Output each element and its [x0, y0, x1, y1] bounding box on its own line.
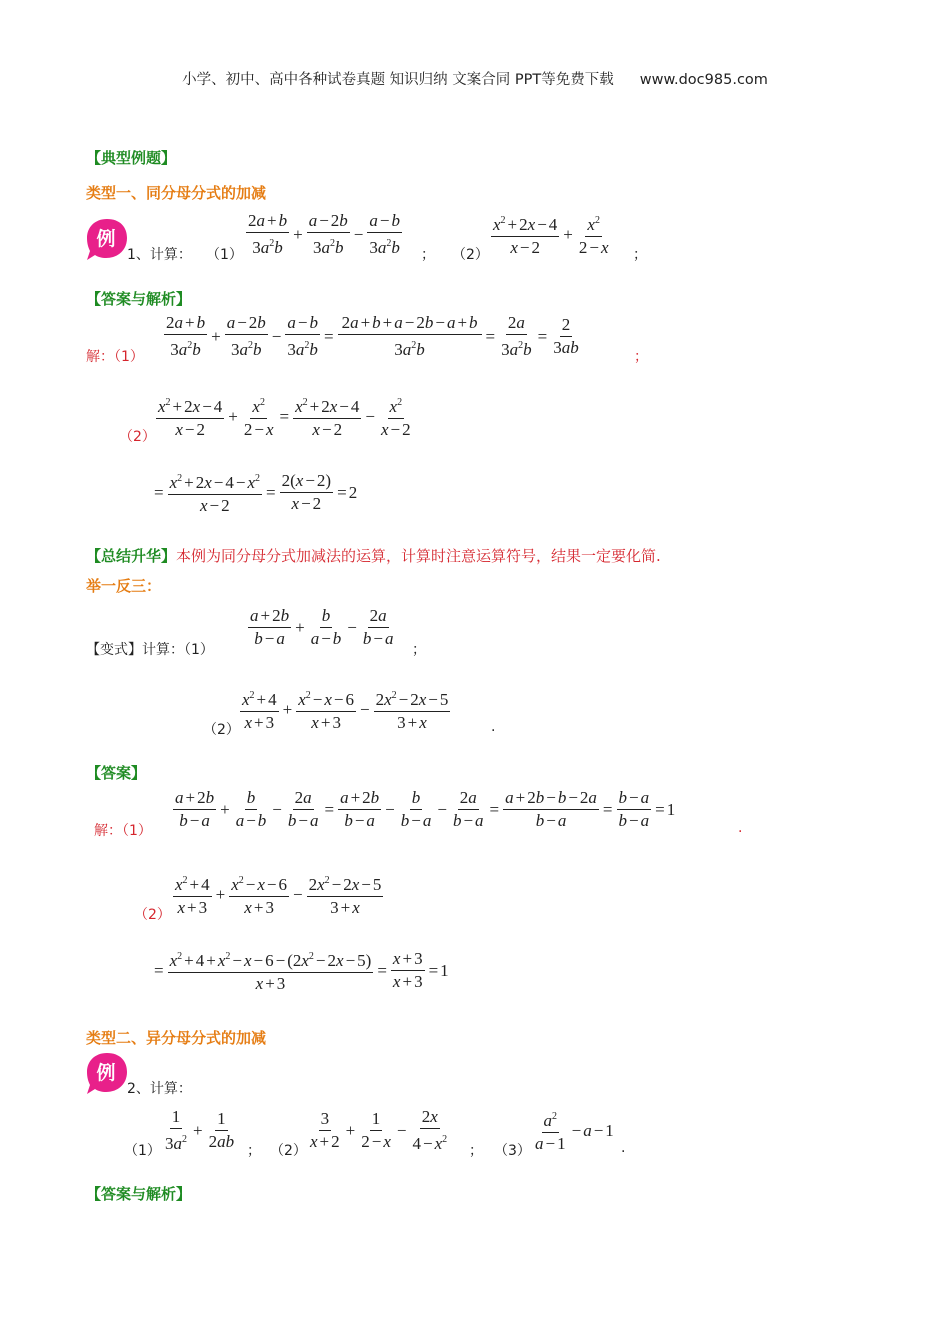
heading-answer: 【答案】 — [86, 764, 147, 782]
example-badge-icon — [84, 216, 130, 262]
example1-prefix: 1、计算： — [127, 247, 192, 263]
example2-label-2: （2） — [270, 1143, 307, 1159]
example1-end-1: ； — [421, 247, 435, 263]
solution1-expr-2b: = $\frac{x^2 + 2x - 4 - x^2}{x - 2}$ = $\frac{2(x - 2)}{x - 2}$ = 2 — [152, 468, 357, 517]
variant-label-2: （2） — [203, 722, 240, 738]
example2-label-3: （3） — [494, 1143, 531, 1159]
heading-typical-examples: 【典型例题】 — [86, 149, 177, 167]
example-badge-icon — [84, 1050, 130, 1096]
heading-type-one: 类型一、同分母分式的加减 — [86, 184, 267, 202]
heading-type-two: 类型二、异分母分式的加减 — [86, 1029, 267, 1047]
solution1-expr-1: 2a + b $3a^2b$ + $\frac{a - 2b}{3a^2b}$ − $\frac{a - b}{3a^2b}$ = $\frac{2a + b + a - 2b - a + b}{3a^2b}$ = $\frac{2a}{3a^2b}$ = $\frac{2}{3ab}$ — [166, 313, 579, 359]
example2-end-2: ； — [469, 1143, 483, 1159]
example1-label-2: （2） — [452, 247, 489, 263]
solution1-jie: 解：（1） — [86, 349, 144, 365]
example2-expr-1: 1 $3a^2$ + $\frac{1}{2ab}$ — [165, 1107, 235, 1153]
header-url[interactable]: www.doc985.com — [639, 72, 768, 88]
variant-expr-2: $x^2 + 4$ x + 3 + $\frac{x^2 - x - 6}{x + 3}$ − $\frac{2x^2 - 2x - 5}{3 + x}$ — [238, 685, 452, 734]
page-header — [0, 68, 950, 89]
summary-tag: 【总结升华】 — [86, 547, 177, 565]
example2-end-1: ； — [247, 1143, 261, 1159]
variant-line — [86, 639, 214, 659]
answer-expr-1: a + 2b b − a + $\frac{b}{a - b}$ − $\frac{2a}{b - a}$ = $\frac{a + 2b}{b - a}$ − $\frac{b}{b - a}$ − $\frac{2a}{b - a}$ = $\frac{a + 2b - b - 2a}{b - a}$ = $\frac{b - a}{b - a}$ = 1 — [175, 788, 676, 830]
summary-line — [86, 545, 661, 566]
example2-prefix: 2、计算： — [127, 1081, 192, 1097]
variant-label-1: （1） — [184, 642, 214, 658]
example2-expr-2: 3 x + 2 + $\frac{1}{2 - x}$ − $\frac{2x}{4 - x^2}$ — [310, 1107, 448, 1153]
solution1-end: ； — [634, 349, 648, 365]
example1-expr-2: $x^2 + 2x - 4$ x − 2 + $\frac{x^2}{2 - x}$ — [489, 210, 613, 259]
heading-answer-analysis-2: 【答案与解析】 — [86, 1185, 192, 1203]
answer-expr-2a: $x^2 + 4$ x + 3 + $\frac{x^2 - x - 6}{x + 3}$ − $\frac{2x^2 - 2x - 5}{3 + x}$ — [171, 870, 385, 919]
example1-end-2: ； — [633, 247, 647, 263]
summary-text: 本例为同分母分式加减法的运算，计算时注意运算符号，结果一定要化简. — [176, 547, 661, 565]
example1-expr-1: 2a + b $3a^2b$ + $\frac{a - 2b}{3a^2b}$ − $\frac{a - b}{3a^2b}$ — [248, 211, 400, 257]
answer-jie: 解：（1） — [94, 823, 152, 839]
badge-char: 例 — [96, 1062, 116, 1084]
answer-label-2: （2） — [134, 907, 171, 923]
variant-expr-1: a + 2b b − a + $\frac{b}{a - b}$ − $\frac{2a}{b - a}$ — [250, 606, 394, 648]
example2-end-3: . — [621, 1140, 626, 1156]
answer-expr-2b: = $\frac{x^2 + 4 + x^2 - x - 6 - (2x^2 - 2x - 5)}{x + 3}$ = $\frac{x + 3}{x + 3}$ = 1 — [152, 946, 449, 995]
solution1-label-2: （2） — [119, 429, 156, 445]
heading-answer-analysis-1: 【答案与解析】 — [86, 290, 192, 308]
variant-end-2: . — [491, 719, 496, 735]
heading-practice: 举一反三： — [86, 577, 162, 595]
variant-end-1: ； — [412, 642, 426, 658]
badge-char: 例 — [96, 228, 116, 250]
answer-end: . — [738, 820, 743, 836]
example1-label-1: （1） — [206, 247, 243, 263]
variant-tag: 【变式】 — [86, 642, 142, 658]
solution1-expr-2a: $x^2 + 2x - 4$ x − 2 + $\frac{x^2}{2 - x}$ = $\frac{x^2 + 2x - 4}{x - 2}$ − $\frac{x^2}{x - 2}$ — [154, 392, 415, 441]
example2-expr-3: $a^2$ a − 1 − a − 1 — [531, 1106, 614, 1155]
header-text: 小学、初中、高中各种试卷真题 知识归纳 文案合同 PPT等免费下载 — [182, 72, 614, 88]
example2-label-1: （1） — [124, 1143, 161, 1159]
variant-calc: 计算： — [142, 642, 184, 658]
